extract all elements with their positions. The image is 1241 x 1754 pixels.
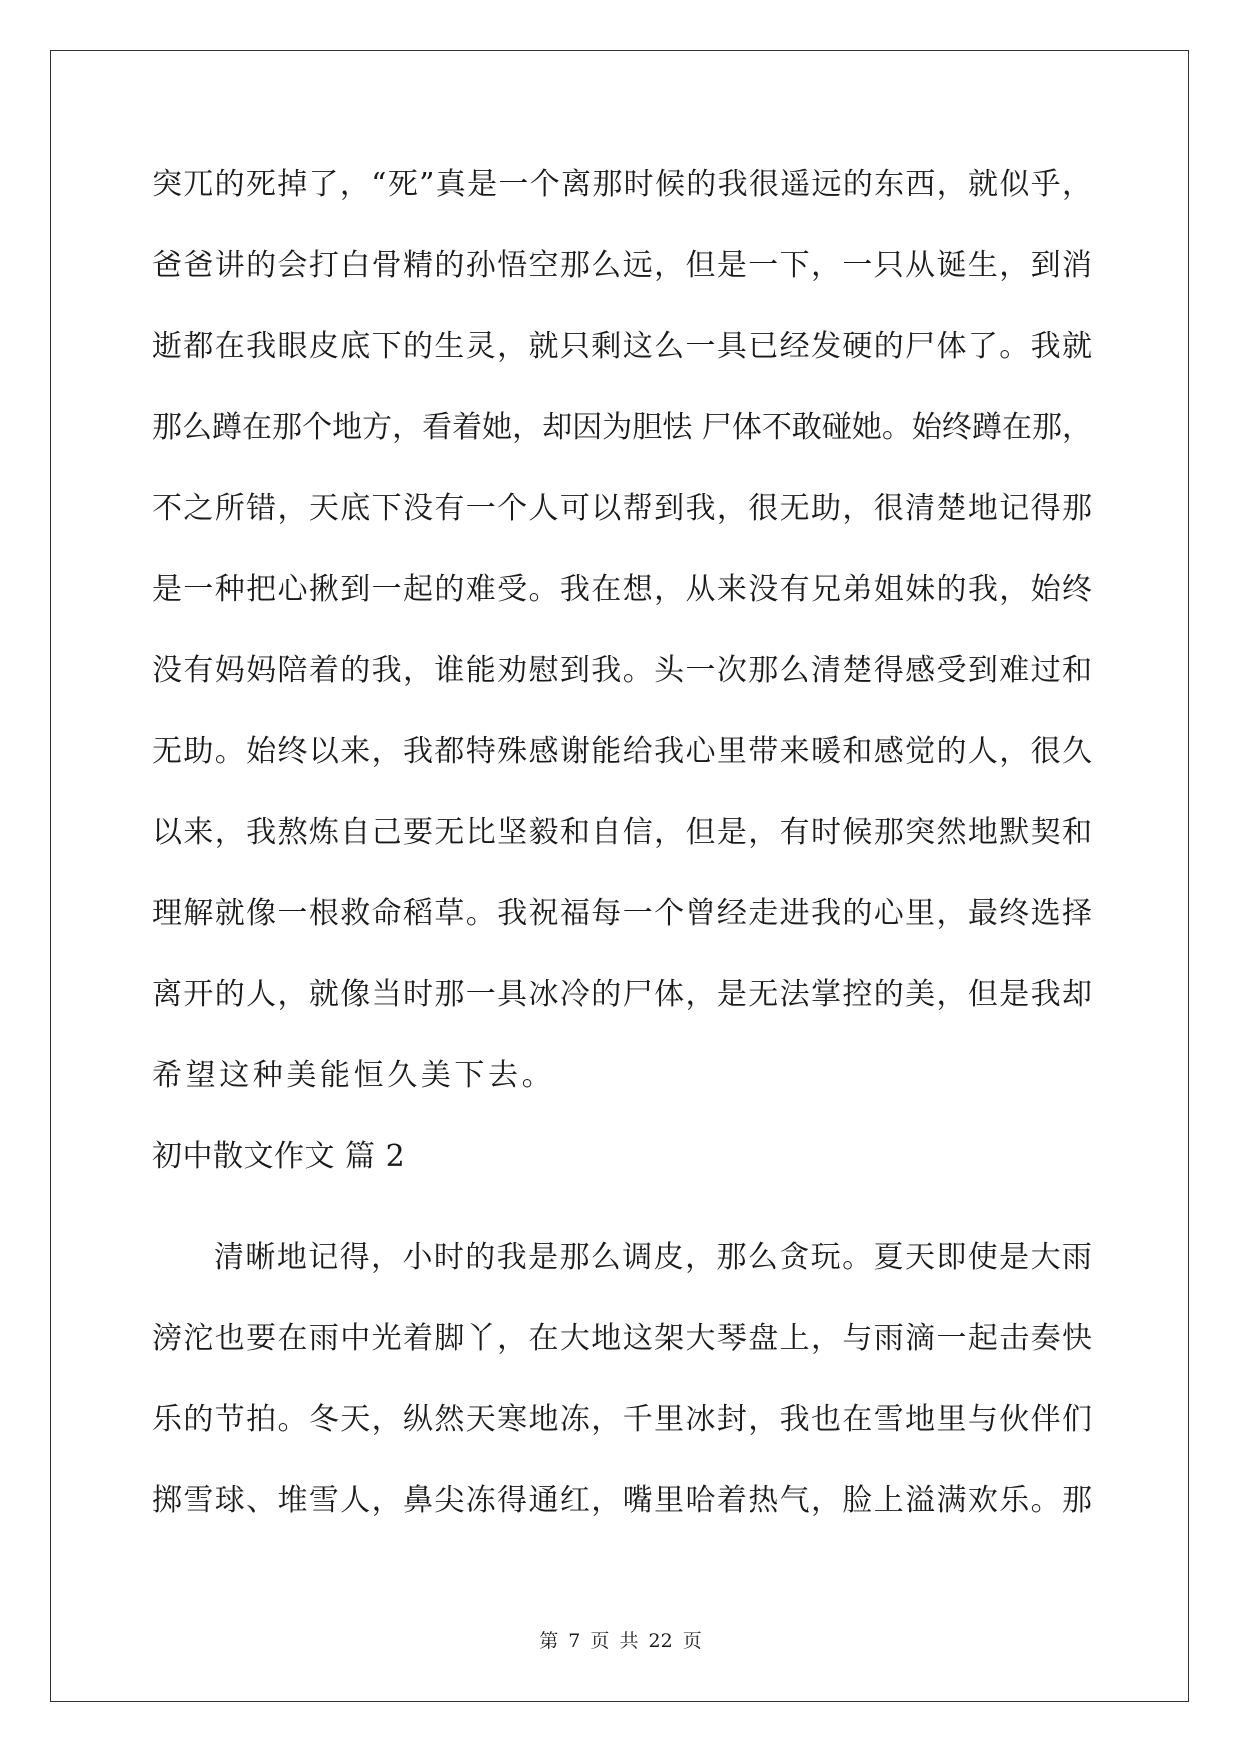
section-heading: 初中散文作文 篇 2: [152, 1139, 406, 1174]
text-line: 不之所错，天底下没有一个人可以帮到我，很无助，很清楚地记得那: [152, 491, 1092, 526]
text-line: 以来，我熬炼自己要无比坚毅和自信，但是，有时候那突然地默契和: [152, 815, 1092, 850]
text-line: 是一种把心揪到一起的难受。我在想，从来没有兄弟姐妹的我，始终: [152, 572, 1092, 607]
text-line: 希望这种美能恒久美下去。: [152, 1058, 556, 1093]
document-body: [152, 163, 1092, 1560]
text-line: 掷雪球、堆雪人，鼻尖冻得通红，嘴里哈着热气，脸上溢满欢乐。那: [152, 1483, 1092, 1518]
paragraph-1: [152, 163, 1092, 1135]
text-line: 无助。始终以来，我都特殊感谢能给我心里带来暖和感觉的人，很久: [152, 734, 1092, 769]
paragraph-2: [152, 1236, 1092, 1560]
page-number-footer: 第 7 页 共 22 页: [539, 1630, 702, 1652]
text-line: 乐的节拍。冬天，纵然天寒地冻，千里冰封，我也在雪地里与伙伴们: [152, 1402, 1092, 1437]
text-line: 理解就像一根救命稻草。我祝福每一个曾经走进我的心里，最终选择: [152, 896, 1092, 931]
text-line: 那么蹲在那个地方，看着她，却因为胆怯 尸体不敢碰她。始终蹲在那，: [152, 410, 1092, 445]
text-line: 逝都在我眼皮底下的生灵，就只剩这么一具已经发硬的尸体了。我就: [152, 329, 1092, 364]
text-line: 爸爸讲的会打白骨精的孙悟空那么远，但是一下，一只从诞生，到消: [152, 248, 1092, 283]
text-line: 清晰地记得，小时的我是那么调皮，那么贪玩。夏天即使是大雨: [214, 1240, 1092, 1275]
text-line: 离开的人，就像当时那一具冰冷的尸体，是无法掌控的美，但是我却: [152, 977, 1092, 1012]
text-line: 滂沱也要在雨中光着脚丫，在大地这架大琴盘上，与雨滴一起击奏快: [152, 1321, 1092, 1356]
text-line: 没有妈妈陪着的我，谁能劝慰到我。头一次那么清楚得感受到难过和: [152, 653, 1092, 688]
text-line: 突兀的死掉了，“死”真是一个离那时候的我很遥远的东西，就似乎，: [152, 167, 1092, 202]
